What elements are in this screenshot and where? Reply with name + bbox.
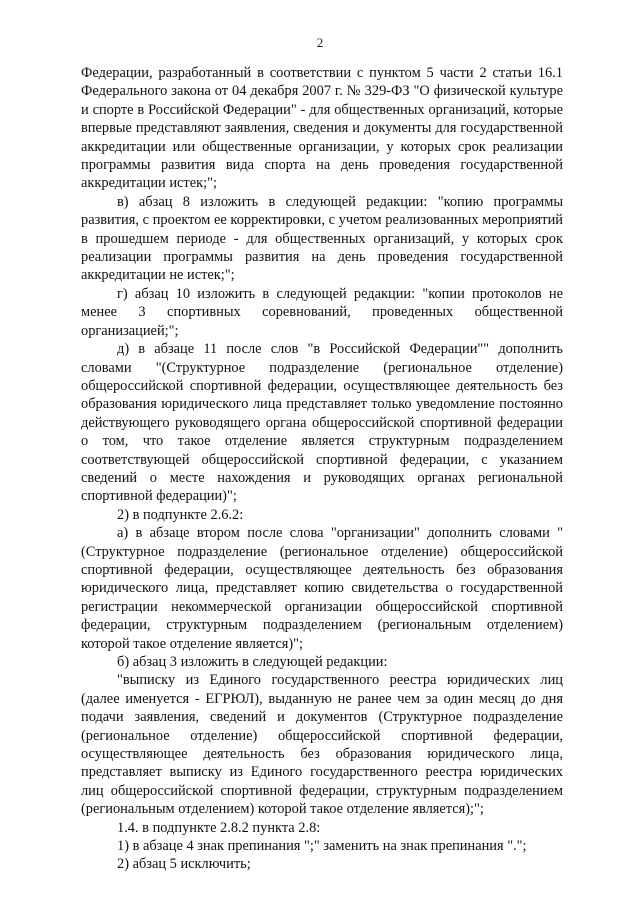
paragraph-3: г) абзац 10 изложить в следующей редакции: "копии протоколов не менее 3 спортивных соревнований, проведенных общественной организацией;"; [81, 285, 563, 339]
paragraph-7: б) абзац 3 изложить в следующей редакции: [117, 654, 388, 670]
paragraph-11: 2) абзац 5 исключить; [117, 856, 251, 873]
paragraph-9: 1.4. в подпункте 2.8.2 пункта 2.8: [117, 819, 321, 836]
page-number: 2 [316, 35, 324, 50]
paragraph-1: Федерации, разработанный в соответствии с пунктом 5 части 2 статьи 16.1 Федерального закона от 04 декабря 2007 г. № 329-ФЗ "О физической культуре и спорте в Российской Федерации" - для общественных организаций, которые впервые представляют заявления, сведения и документы для государственной аккредитации или общественные организации, у которых срок реализации программы развития вида спорта на день проведения государственной аккредитации истек;"; [81, 65, 563, 192]
paragraph-5: 2) в подпункте 2.6.2: [117, 506, 244, 523]
paragraph-4: д) в абзаце 11 после слов "в Российской Федерации"" дополнить словами "(Структурное подразделение (региональное отделение) общероссийской спортивной федерации, осуществляющее деятельность без образования юридического лица представляет только уведомление постоянно действующего руководящего органа общероссийской спортивной федерации о том, что такое отделение является структурным подразделением соответствующей общероссийской спортивной федерации, с указанием сведений о месте нахождения и руководящих органах региональной спортивной федерации)"; [81, 341, 563, 505]
paragraph-10: 1) в абзаце 4 знак препинания ";" заменить на знак препинания "."; [117, 838, 527, 855]
document-body [81, 64, 563, 874]
paragraph-6: а) в абзаце втором после слова "организации" дополнить словами "(Структурное подразделение (региональное отделение) общероссийской спортивной федерации, осуществляющее деятельность без образования юридического лица, представляет копию свидетельства о государственной регистрации некоммерческой организации общероссийской спортивной федерации, структурным подразделением (региональным отделением) которой такое отделение является)"; [81, 525, 563, 652]
paragraph-2: в) абзац 8 изложить в следующей редакции: "копию программы развития, с проектом ее корректировки, с учетом реализованных мероприятий в прошедшем периоде - для общественных организаций, у которых срок реализации программы развития на день проведения государственной аккредитации не истек;"; [81, 193, 563, 284]
paragraph-8: "выписку из Единого государственного реестра юридических лиц (далее именуется - ЕГРЮЛ), выданную не ранее чем за один месяц до дня подачи заявления, сведений и документов (Структурное подразделение (региональное отделение) общероссийской спортивной федерации, осуществляющее деятельность без образования юридического лица, представляет выписку из Единого государственного реестра юридических лиц общероссийской спортивной федерации, структурным подразделением (региональным отделением) которой такое отделение является);"; [81, 672, 563, 818]
